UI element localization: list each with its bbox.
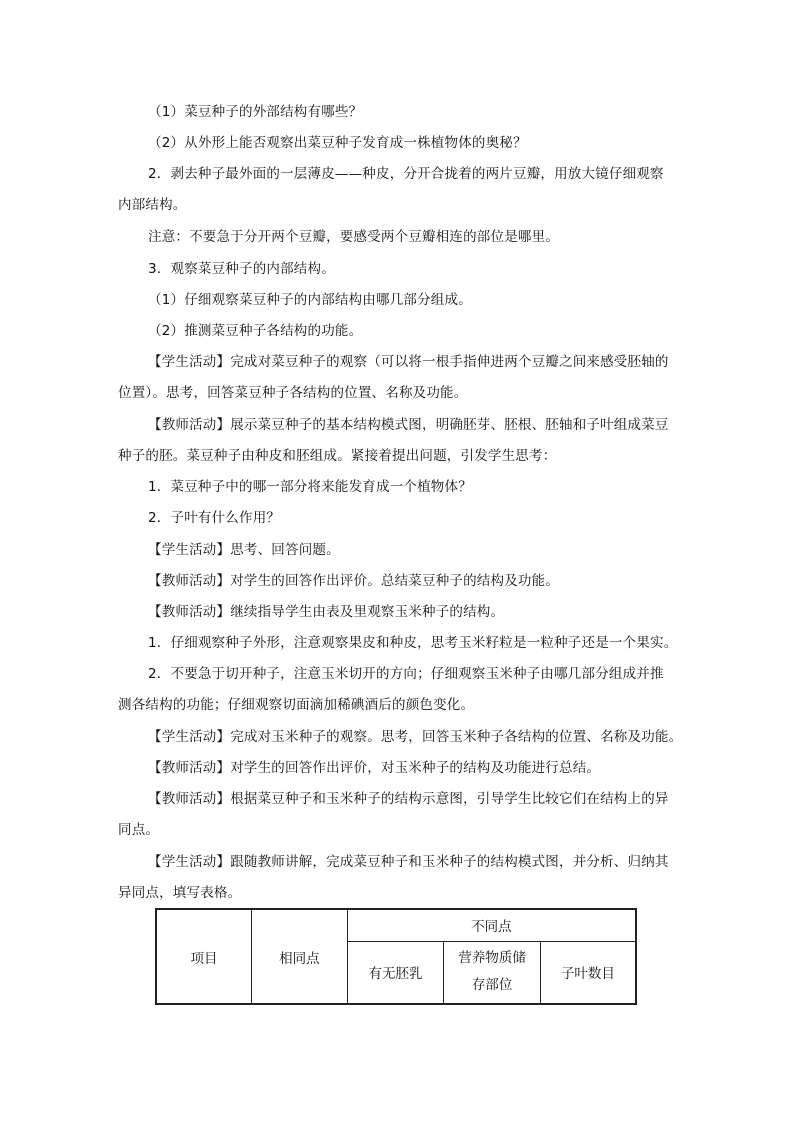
text-line: 【学生活动】完成对菜豆种子的观察（可以将一根手指伸进两个豆瓣之间来感受胚轴的 xyxy=(148,354,669,370)
paragraph xyxy=(118,285,680,316)
paragraph xyxy=(118,659,680,721)
text-line: 位置）。思考，回答菜豆种子各结构的位置、名称及功能。 xyxy=(118,385,468,401)
paragraph xyxy=(118,847,680,909)
text-line: 【教师活动】对学生的回答作出评价，对玉米种子的结构及功能进行总结。 xyxy=(148,760,601,776)
text-line: 1．菜豆种子中的哪一部分将来能发育成一个植物体？ xyxy=(148,479,472,495)
paragraph xyxy=(118,347,680,409)
paragraph xyxy=(118,722,683,753)
text-line: 【学生活动】思考、回答问题。 xyxy=(148,542,340,558)
paragraph xyxy=(118,597,680,628)
paragraph xyxy=(118,535,680,566)
paragraph xyxy=(118,316,680,347)
text-line: 异同点，填写表格。 xyxy=(118,885,242,901)
text-line: 1．仔细观察种子外形，注意观察果皮和种皮，思考玉米籽粒是一粒种子还是一个果实。 xyxy=(148,635,678,651)
text-line: 测各结构的功能；仔细观察切面滴加稀碘酒后的颜色变化。 xyxy=(118,697,475,713)
table-subheader-nutrient-storage xyxy=(444,941,541,1004)
text-line: 【教师活动】对学生的回答作出评价。总结菜豆种子的结构及功能。 xyxy=(148,573,559,589)
paragraph xyxy=(118,410,680,472)
text-line: 同点。 xyxy=(118,822,160,838)
text-line: 2．子叶有什么作用？ xyxy=(148,510,281,526)
text-line: 2．剥去种子最外面的一层薄皮——种皮，分开合拢着的两片豆瓣，用放大镜仔细观察 xyxy=(148,166,664,182)
cell-line: 存部位 xyxy=(471,977,513,994)
text-line: （2）从外形上能否观察出菜豆种子发育成一株植物体的奥秘？ xyxy=(148,135,527,151)
text-line: 【教师活动】展示菜豆种子的基本结构模式图，明确胚芽、胚根、胚轴和子叶组成菜豆 xyxy=(148,417,669,433)
text-line: 【教师活动】根据菜豆种子和玉米种子的结构示意图，引导学生比较它们在结构上的异 xyxy=(148,791,669,807)
text-line: （1）仔细观察菜豆种子的内部结构由哪几部分组成。 xyxy=(148,292,472,308)
table-header-same: 相同点 xyxy=(252,909,348,1004)
table-header-item: 项目 xyxy=(156,909,252,1004)
paragraph xyxy=(118,222,680,253)
paragraph xyxy=(118,128,680,159)
text-line: 种子的胚。菜豆种子由种皮和胚组成。紧接着提出问题，引发学生思考： xyxy=(118,448,557,464)
text-line: 2．不要急于切开种子，注意玉米切开的方向；仔细观察玉米种子由哪几部分组成并推 xyxy=(148,666,664,682)
text-line: 【学生活动】完成对玉米种子的观察。思考，回答玉米种子各结构的位置、名称及功能。 xyxy=(148,729,683,745)
paragraph xyxy=(118,753,680,784)
paragraph xyxy=(118,628,680,659)
table-subheader-endosperm: 有无胚乳 xyxy=(347,941,444,1004)
paragraph xyxy=(118,503,680,534)
paragraph xyxy=(118,566,680,597)
comparison-table xyxy=(155,908,637,1005)
text-line: 【教师活动】继续指导学生由表及里观察玉米种子的结构。 xyxy=(148,604,505,620)
text-line: 注意：不要急于分开两个豆瓣，要感受两个豆瓣相连的部位是哪里。 xyxy=(148,229,559,245)
text-line: 内部结构。 xyxy=(118,197,187,213)
text-line: 【学生活动】跟随教师讲解，完成菜豆种子和玉米种子的结构模式图，并分析、归纳其 xyxy=(148,854,669,870)
paragraph xyxy=(118,97,680,128)
text-line: （1）菜豆种子的外部结构有哪些？ xyxy=(148,104,363,120)
paragraph xyxy=(118,254,680,285)
cell-line: 营养物质储 xyxy=(458,950,526,967)
paragraph xyxy=(118,472,680,503)
text-line: （2）推测菜豆种子各结构的功能。 xyxy=(148,323,363,339)
table-subheader-cotyledon-count: 子叶数目 xyxy=(540,941,636,1004)
text-line: 3．观察菜豆种子的内部结构。 xyxy=(148,261,335,277)
table-header-diff: 不同点 xyxy=(347,909,636,941)
paragraph xyxy=(118,159,680,221)
paragraph xyxy=(118,784,680,846)
